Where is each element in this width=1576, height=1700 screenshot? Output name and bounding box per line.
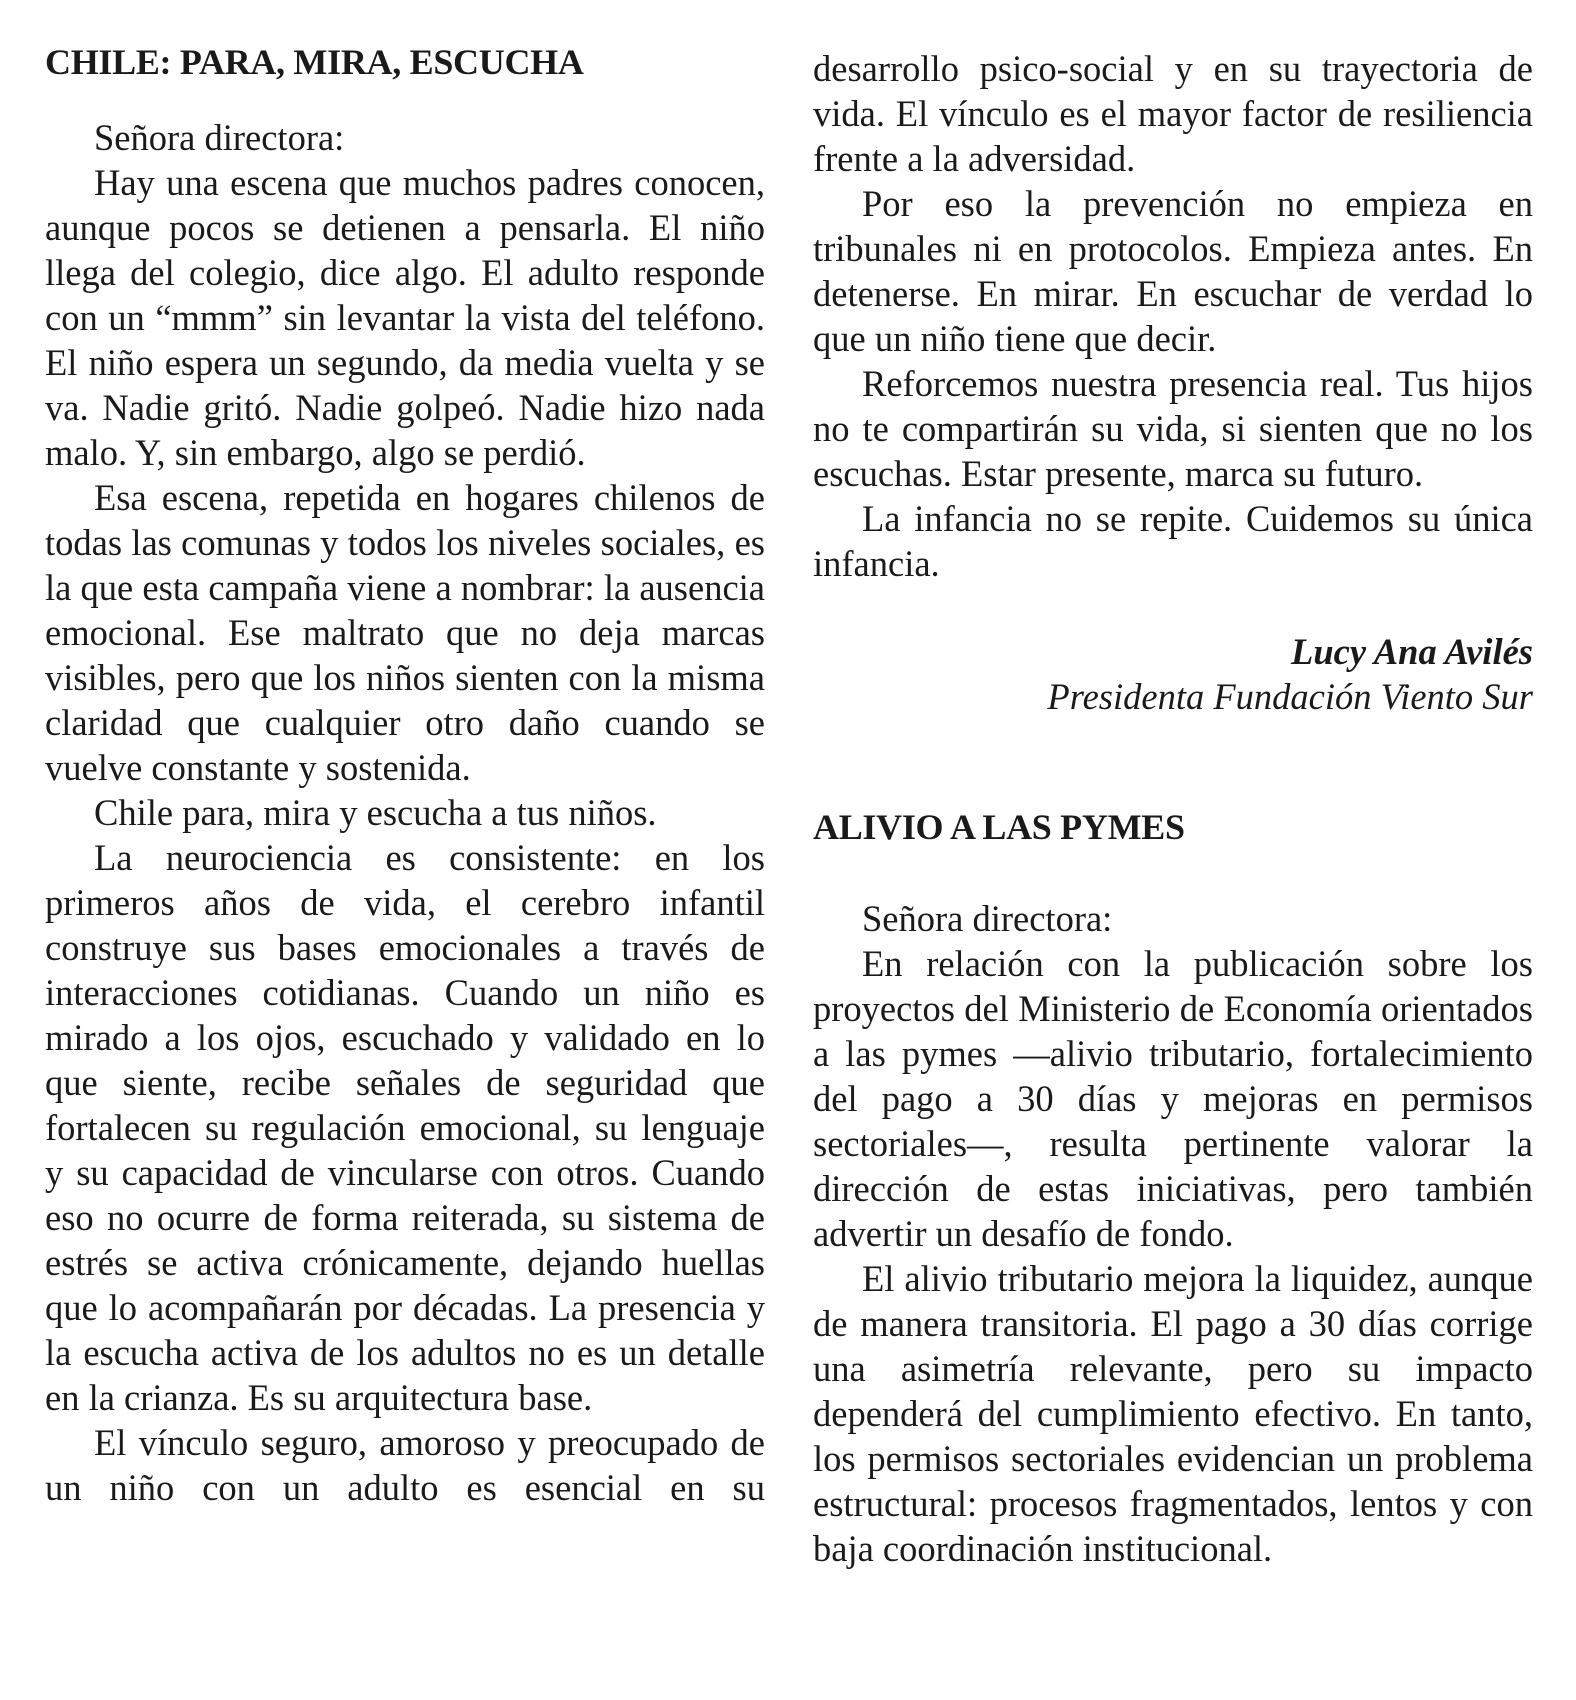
letter-paragraph: Chile para, mira y escucha a tus niños.	[94, 792, 657, 833]
letter-title: CHILE: PARA, MIRA, ESCUCHA	[45, 42, 584, 82]
letter-paragraph: El vínculo seguro, amoroso y preocupado de un niño con un adulto es esencial en su	[45, 1422, 765, 1508]
letter-paragraph: Hay una escena que muchos padres conocen, aunque pocos se detienen a pensarla. El niño llega del colegio, dice algo. El adulto responde con un “mmm” sin levantar la vista del teléfono. El niño espera un segundo, da media vuelta y se va. Nadie gritó. Nadie golpeó. Nadie hizo nada malo. Y, sin embargo, algo se perdió.	[45, 162, 765, 473]
letter-paragraph: En relación con la publicación sobre los proyectos del Ministerio de Economía orientados a las pymes —alivio tributario, fortalecimiento del pago a 30 días y mejoras en permisos sectoriales—, resulta pertinente valorar la dirección de estas iniciativas, pero también advertir un desafío de fondo.	[813, 943, 1533, 1254]
letter-salutation: Señora directora:	[862, 898, 1113, 939]
signature-name: Lucy Ana Avilés	[1291, 631, 1533, 672]
letter-paragraph: La neurociencia es consistente: en los primeros años de vida, el cerebro infantil construye sus bases emocionales a través de interacciones cotidianas. Cuando un niño es mirado a los ojos, escuchado y validado en lo que siente, recibe señales de seguridad que fortalecen su regulación emocional, su lenguaje y su capacidad de vincularse con otros. Cuando eso no ocurre de forma reiterada, su sistema de estrés se activa crónicamente, dejando huellas que lo acompañarán por décadas. La presencia y la escucha activa de los adultos no es un detalle en la crianza. Es su arquitectura base.	[45, 837, 765, 1418]
right-column	[813, 46, 1533, 1571]
letter-paragraph: El alivio tributario mejora la liquidez, aunque de manera transitoria. El pago a 30 días corrige una asimetría relevante, pero su impacto dependerá del cumplimiento efectivo. En tanto, los permisos sectoriales evidencian un problema estructural: procesos fragmentados, lentos y con baja coordinación institucional.	[813, 1258, 1533, 1569]
letter-signature	[813, 629, 1533, 719]
letter-paragraph: Esa escena, repetida en hogares chilenos de todas las comunas y todos los niveles sociales, es la que esta campaña viene a nombrar: la ausencia emocional. Ese maltrato que no deja marcas visibles, pero que los niños sienten con la misma claridad que cualquier otro daño cuando se vuelve constante y sostenida.	[45, 477, 765, 788]
letter-paragraph: La infancia no se repite. Cuidemos su única infancia.	[813, 498, 1533, 584]
letter-paragraph-continuation: desarrollo psico-social y en su trayectoria de vida. El vínculo es el mayor factor de resiliencia frente a la adversidad.	[813, 48, 1533, 179]
letter-paragraph: Por eso la prevención no empieza en tribunales ni en protocolos. Empieza antes. En detenerse. En mirar. En escuchar de verdad lo que un niño tiene que decir.	[813, 183, 1533, 359]
signature-role: Presidenta Fundación Viento Sur	[1047, 676, 1533, 717]
letter-paragraph: Reforcemos nuestra presencia real. Tus hijos no te compartirán su vida, si sienten que no los escuchas. Estar presente, marca su futuro.	[813, 363, 1533, 494]
left-column	[45, 40, 765, 1510]
letter-title: ALIVIO A LAS PYMES	[813, 807, 1185, 847]
letter-salutation: Señora directora:	[94, 117, 345, 158]
